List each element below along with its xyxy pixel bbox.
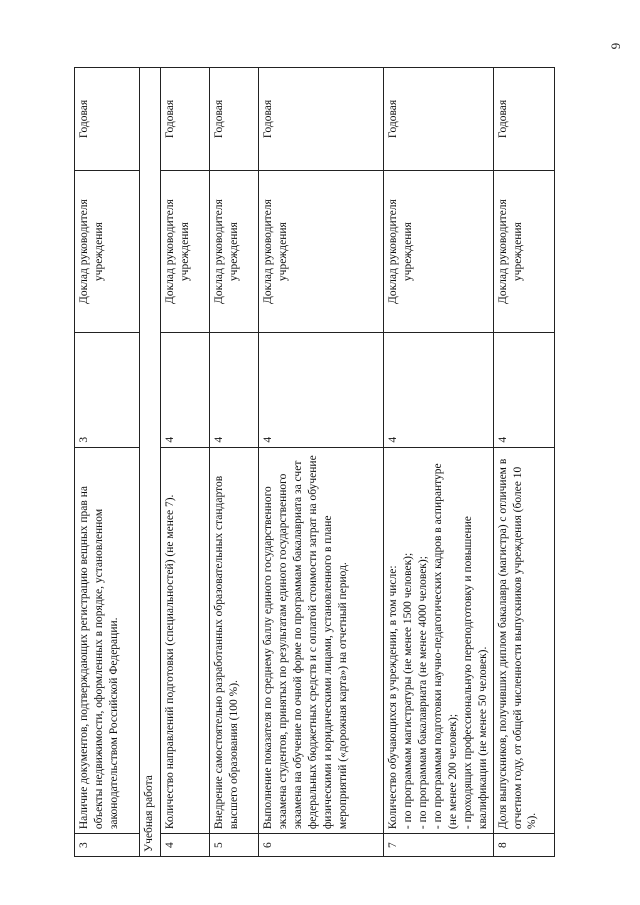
table-row xyxy=(161,68,210,857)
row-source: Доклад руководителя учреждения xyxy=(75,170,140,332)
row-period: Годовая xyxy=(161,68,210,171)
row-number: 7 xyxy=(384,834,494,857)
row-description: Внедрение самостоятельно разработанных образовательных стандартов высшего образования (100 %). xyxy=(210,447,259,833)
description-line: - по программам бакалавриата (не менее 4000 человек); xyxy=(416,556,429,830)
row-number: 8 xyxy=(493,834,554,857)
description-line: - по программам подготовки научно-педагогических кадров в аспирантуре (не менее 200 человек); xyxy=(431,463,459,830)
table-row xyxy=(75,68,140,857)
description-line: - по программам магистратуры (не менее 1500 человек); xyxy=(401,552,414,830)
description-line: - проходящих профессиональную переподготовку и повышение квалификации (не менее 50 человек). xyxy=(461,516,489,830)
row-description: Доля выпускников, получивших диплом бакалавра (магистра) с отличием в отчетном году, от общей численности выпускников учреждения (более 10 %). xyxy=(493,447,554,833)
page-number: 6 xyxy=(608,42,624,50)
row-period: Годовая xyxy=(493,68,554,171)
row-period: Годовая xyxy=(259,68,384,171)
row-score: 4 xyxy=(161,333,210,447)
row-score: 4 xyxy=(259,333,384,447)
row-source: Доклад руководителя учреждения xyxy=(259,170,384,332)
table-row xyxy=(384,68,494,857)
row-source: Доклад руководителя учреждения xyxy=(493,170,554,332)
row-number: 6 xyxy=(259,834,384,857)
row-description: Количество направлений подготовки (специальностей) (не менее 7). xyxy=(161,447,210,833)
description-line: Количество обучающихся в учреждении, в том числе: xyxy=(387,565,399,830)
row-score: 4 xyxy=(210,333,259,447)
row-score: 4 xyxy=(493,333,554,447)
row-number: 5 xyxy=(210,834,259,857)
table-row xyxy=(210,68,259,857)
criteria-table xyxy=(74,67,555,857)
table-row xyxy=(493,68,554,857)
row-score: 3 xyxy=(75,333,140,447)
section-title: Учебная работа xyxy=(140,68,161,857)
row-description: Выполнение показателя по среднему баллу единого государственного экзамена студентов, принятых по результатам единого государственного экзамена на обучение по очной форме по программам бакалавриата за счет федеральных бюджетных средств и с оплатой стоимости затрат на обучение физическими и юридическими лицами, установленного в плане мероприятий («дорожная карта») на отчетный период. xyxy=(259,447,384,833)
section-row xyxy=(140,68,161,857)
row-description: Наличие документов, подтверждающих регистрацию вещных прав на объекты недвижимости, оформленных в порядке, установленном законодательством Российской Федерации. xyxy=(75,447,140,833)
row-number: 3 xyxy=(75,834,140,857)
row-score: 4 xyxy=(384,333,494,447)
row-source: Доклад руководителя учреждения xyxy=(210,170,259,332)
rotated-page-content xyxy=(74,67,539,857)
row-period: Годовая xyxy=(75,68,140,171)
table-row xyxy=(259,68,384,857)
row-number: 4 xyxy=(161,834,210,857)
row-period: Годовая xyxy=(210,68,259,171)
row-source: Доклад руководителя учреждения xyxy=(384,170,494,332)
row-source: Доклад руководителя учреждения xyxy=(161,170,210,332)
row-period: Годовая xyxy=(384,68,494,171)
row-description xyxy=(384,447,494,833)
